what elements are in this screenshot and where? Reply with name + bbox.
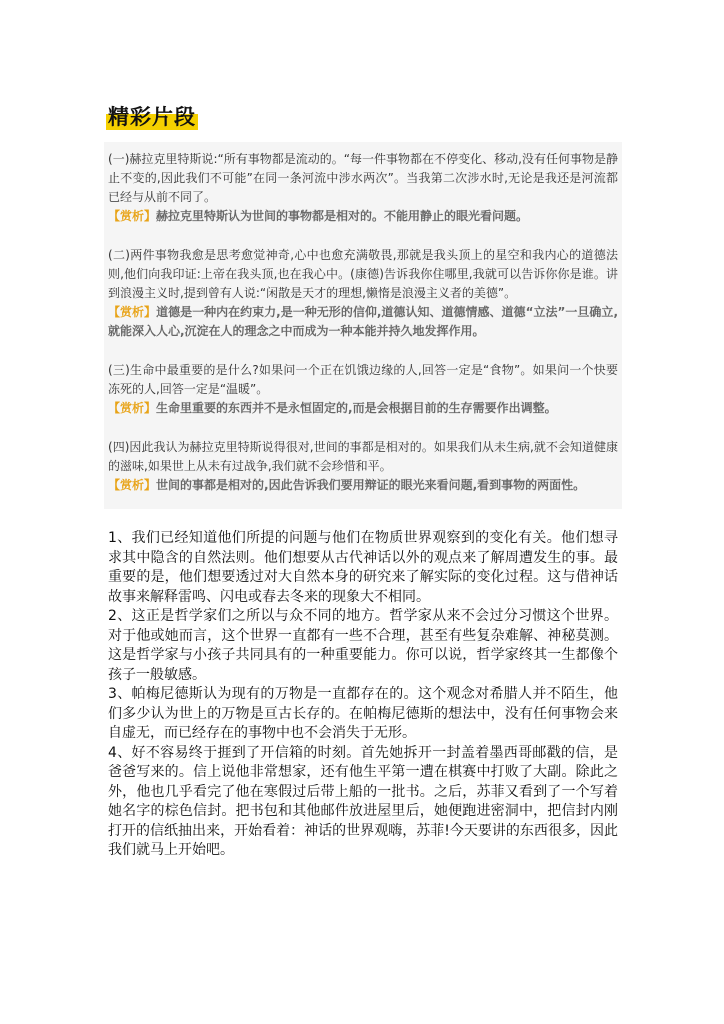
body-paragraph: 4、好不容易终于捱到了开信箱的时刻。首先她拆开一封盖着墨西哥邮戳的信，是爸爸写来的。信上说他非常想家，还有他生平第一遭在棋赛中打败了大副。除此之外，他也几乎看完了他在寒假过后带上船的一批书。之后，苏菲又看到了一个写着她名字的棕色信封。把书包和其他邮件放进屋里后，她便跑进密洞中，把信封内刚打开的信纸抽出来，开始看着：神话的世界观嗨，苏菲!今天要讲的东西很多，因此我们就马上开始吧。 <box>108 744 618 858</box>
comment-text: 道德是一种内在约束力,是一种无形的信仰,道德认知、道德情感、道德“立法”一旦确立,就能深入人心,沉淀在人的理念之中而成为一种本能并持久地发挥作用。 <box>108 305 618 338</box>
body-paragraph: 2、这正是哲学家们之所以与众不同的地方。哲学家从来不会过分习惯这个世界。对于他或她而言，这个世界一直都有一些不合理，甚至有些复杂难解、神秘莫测。这是哲学家与小孩子共同具有的一种重要能力。你可以说，哲学家终其一生都像个孩子一般敏感。 <box>108 608 618 683</box>
comment-tag: 【赏析】 <box>108 209 157 223</box>
body-paragraph: 3、帕梅尼德斯认为现有的万物是一直都存在的。这个观念对希腊人并不陌生，他们多少认为世上的万物是亘古长存的。在帕梅尼德斯的想法中，没有任何事物会来自虚无，而已经存在的事物中也不会消失于无形。 <box>108 686 618 741</box>
comment-tag: 【赏析】 <box>108 305 157 319</box>
section-title-wrapper <box>108 104 196 130</box>
document-page <box>108 104 618 861</box>
excerpt-block <box>108 246 618 341</box>
comment-text: 生命里重要的东西并不是永恒固定的,而是会根据目前的生存需要作出调整。 <box>156 401 557 415</box>
excerpt-box <box>104 142 622 509</box>
body-section <box>108 529 618 861</box>
excerpt-comment <box>108 476 618 495</box>
excerpt-comment <box>108 303 618 341</box>
excerpt-block <box>108 361 618 418</box>
body-paragraph: 1、我们已经知道他们所提的问题与他们在物质世界观察到的变化有关。他们想寻求其中隐含的自然法则。他们想要从古代神话以外的观点来了解周遭发生的事。最重要的是，他们想要透过对大自然本身的研究来了解实际的变化过程。这与借神话故事来解释雷鸣、闪电或春去冬来的现象大不相同。 <box>108 530 618 605</box>
excerpt-comment <box>108 207 618 226</box>
comment-tag: 【赏析】 <box>108 478 157 492</box>
excerpt-text: (三)生命中最重要的是什么?如果问一个正在饥饿边缘的人,回答一定是“食物”。如果问一个快要冻死的人,回答一定是“温暖”。 <box>108 363 618 396</box>
comment-tag: 【赏析】 <box>108 401 157 415</box>
comment-text: 赫拉克里特斯认为世间的事物都是相对的。不能用静止的眼光看问题。 <box>156 209 529 223</box>
excerpt-block <box>108 150 618 226</box>
excerpt-block <box>108 438 618 495</box>
comment-text: 世间的事都是相对的,因此告诉我们要用辩证的眼光来看问题,看到事物的两面性。 <box>156 478 586 492</box>
excerpt-comment <box>108 399 618 418</box>
excerpt-text: (二)两件事物我愈是思考愈觉神奇,心中也愈充满敬畏,那就是我头顶上的星空和我内心的道德法则,他们向我印证:上帝在我头顶,也在我心中。(康德)告诉我你住哪里,我就可以告诉你你是谁。讲到浪漫主义时,提到曾有人说:“闲散是天才的理想,懒惰是浪漫主义者的美德”。 <box>108 248 618 300</box>
excerpt-text: (四)因此我认为赫拉克里特斯说得很对,世间的事都是相对的。如果我们从未生病,就不会知道健康的滋味,如果世上从未有过战争,我们就不会珍惜和平。 <box>108 440 618 473</box>
excerpt-text: (一)赫拉克里特斯说:“所有事物都是流动的。“每一件事物都在不停变化、移动,没有任何事物是静止不变的,因此我们不可能”在同一条河流中涉水两次”。当我第二次涉水时,无论是我还是河流都已经与从前不同了。 <box>108 152 618 204</box>
section-title: 精彩片段 <box>108 105 196 129</box>
